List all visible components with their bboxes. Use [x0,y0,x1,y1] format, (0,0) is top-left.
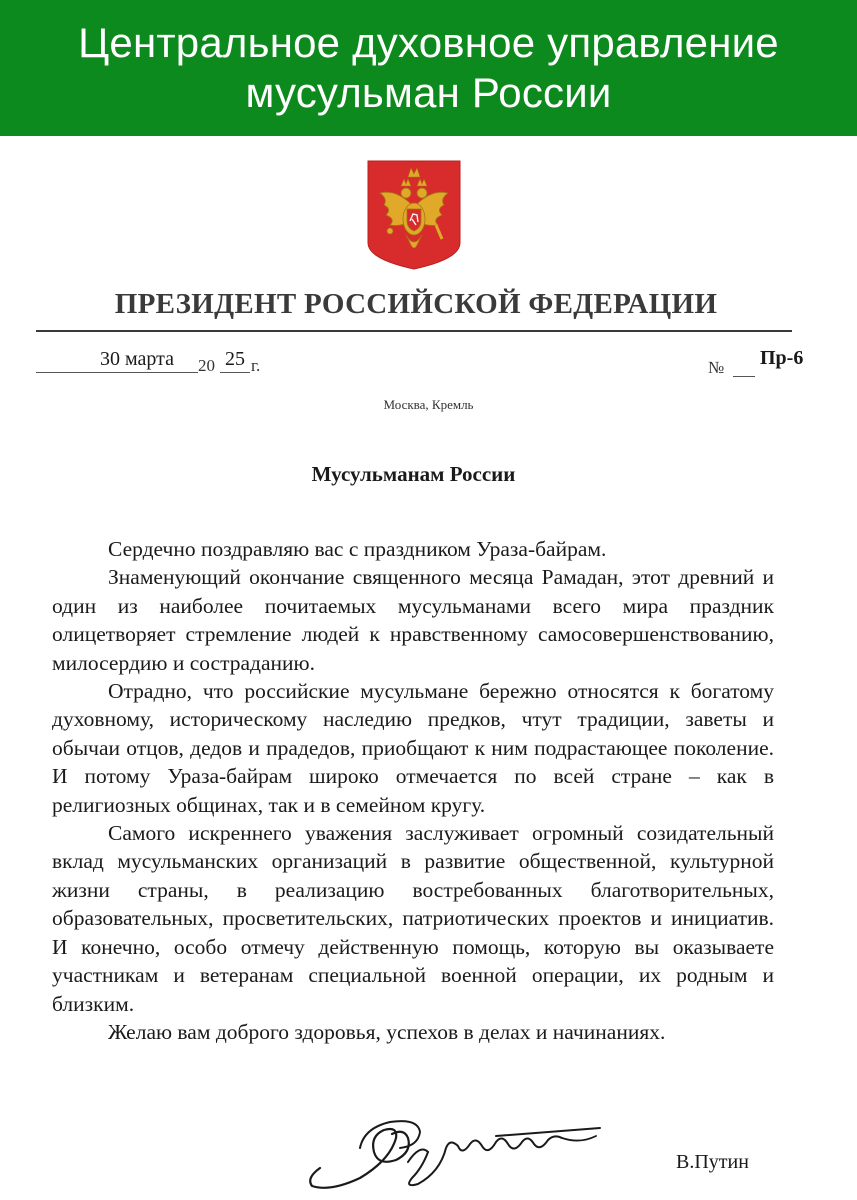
document-place: Москва, Кремль [383,397,474,412]
document-number-value: Пр-6 [760,347,804,369]
letterhead-divider [36,330,792,332]
letterhead-title: ПРЕЗИДЕНТ РОССИЙСКОЙ ФЕДЕРАЦИИ [114,288,718,320]
banner-title-line-1: Центральное духовное управление [78,19,779,66]
letter-paragraph: Сердечно поздравляю вас с праздником Ураза-байрам. [108,537,607,561]
header-banner [0,0,857,136]
document-date-century: 20 [198,356,215,375]
document-date-day: 30 марта [36,346,198,373]
handwritten-signature [300,1108,620,1192]
russian-coat-of-arms-icon [366,159,462,271]
document-date-suffix: г. [251,356,261,375]
document-number-underline [733,376,755,377]
document-number-label: № [708,358,725,377]
letter-addressee: Мусульманам России [311,462,516,486]
letter-paragraph: Знаменующий окончание священного месяца Рамадан, этот древний и один из наиболее почитаемых мусульманами всего мира праздник олицетворяет стремление людей к нравственному самосовершенствованию, милосердию и состраданию. [52,565,774,675]
signer-name: В.Путин [676,1151,749,1173]
letter-paragraph: Желаю вам доброго здоровья, успехов в делах и начинаниях. [108,1019,666,1044]
banner-title-line-2: мусульман России [245,69,612,116]
letter-paragraph: Самого искреннего уважения заслуживает огромный созидательный вклад мусульманских организаций в развитие общественной, культурной жизни страны, в реализацию востребованных благотворительных, образовательных, просветительских, патриотических проектов и инициатив. И конечно, особо отмечу действенную помощь, которую вы оказываете участникам и ветеранам специальной военной операции, их родным и близким. [52,821,774,1016]
letter-body [52,535,774,1046]
document-date-year: 25 [220,346,250,373]
letter-paragraph: Отрадно, что российские мусульмане бережно относятся к богатому духовному, историческому наследию предков, чтут традиции, заветы и обычаи отцов, дедов и прадедов, приобщают к ним подрастающее поколение. И потому Ураза-байрам широко отмечается по всей стране – как в религиозных общинах, так и в семейном кругу. [52,679,774,817]
